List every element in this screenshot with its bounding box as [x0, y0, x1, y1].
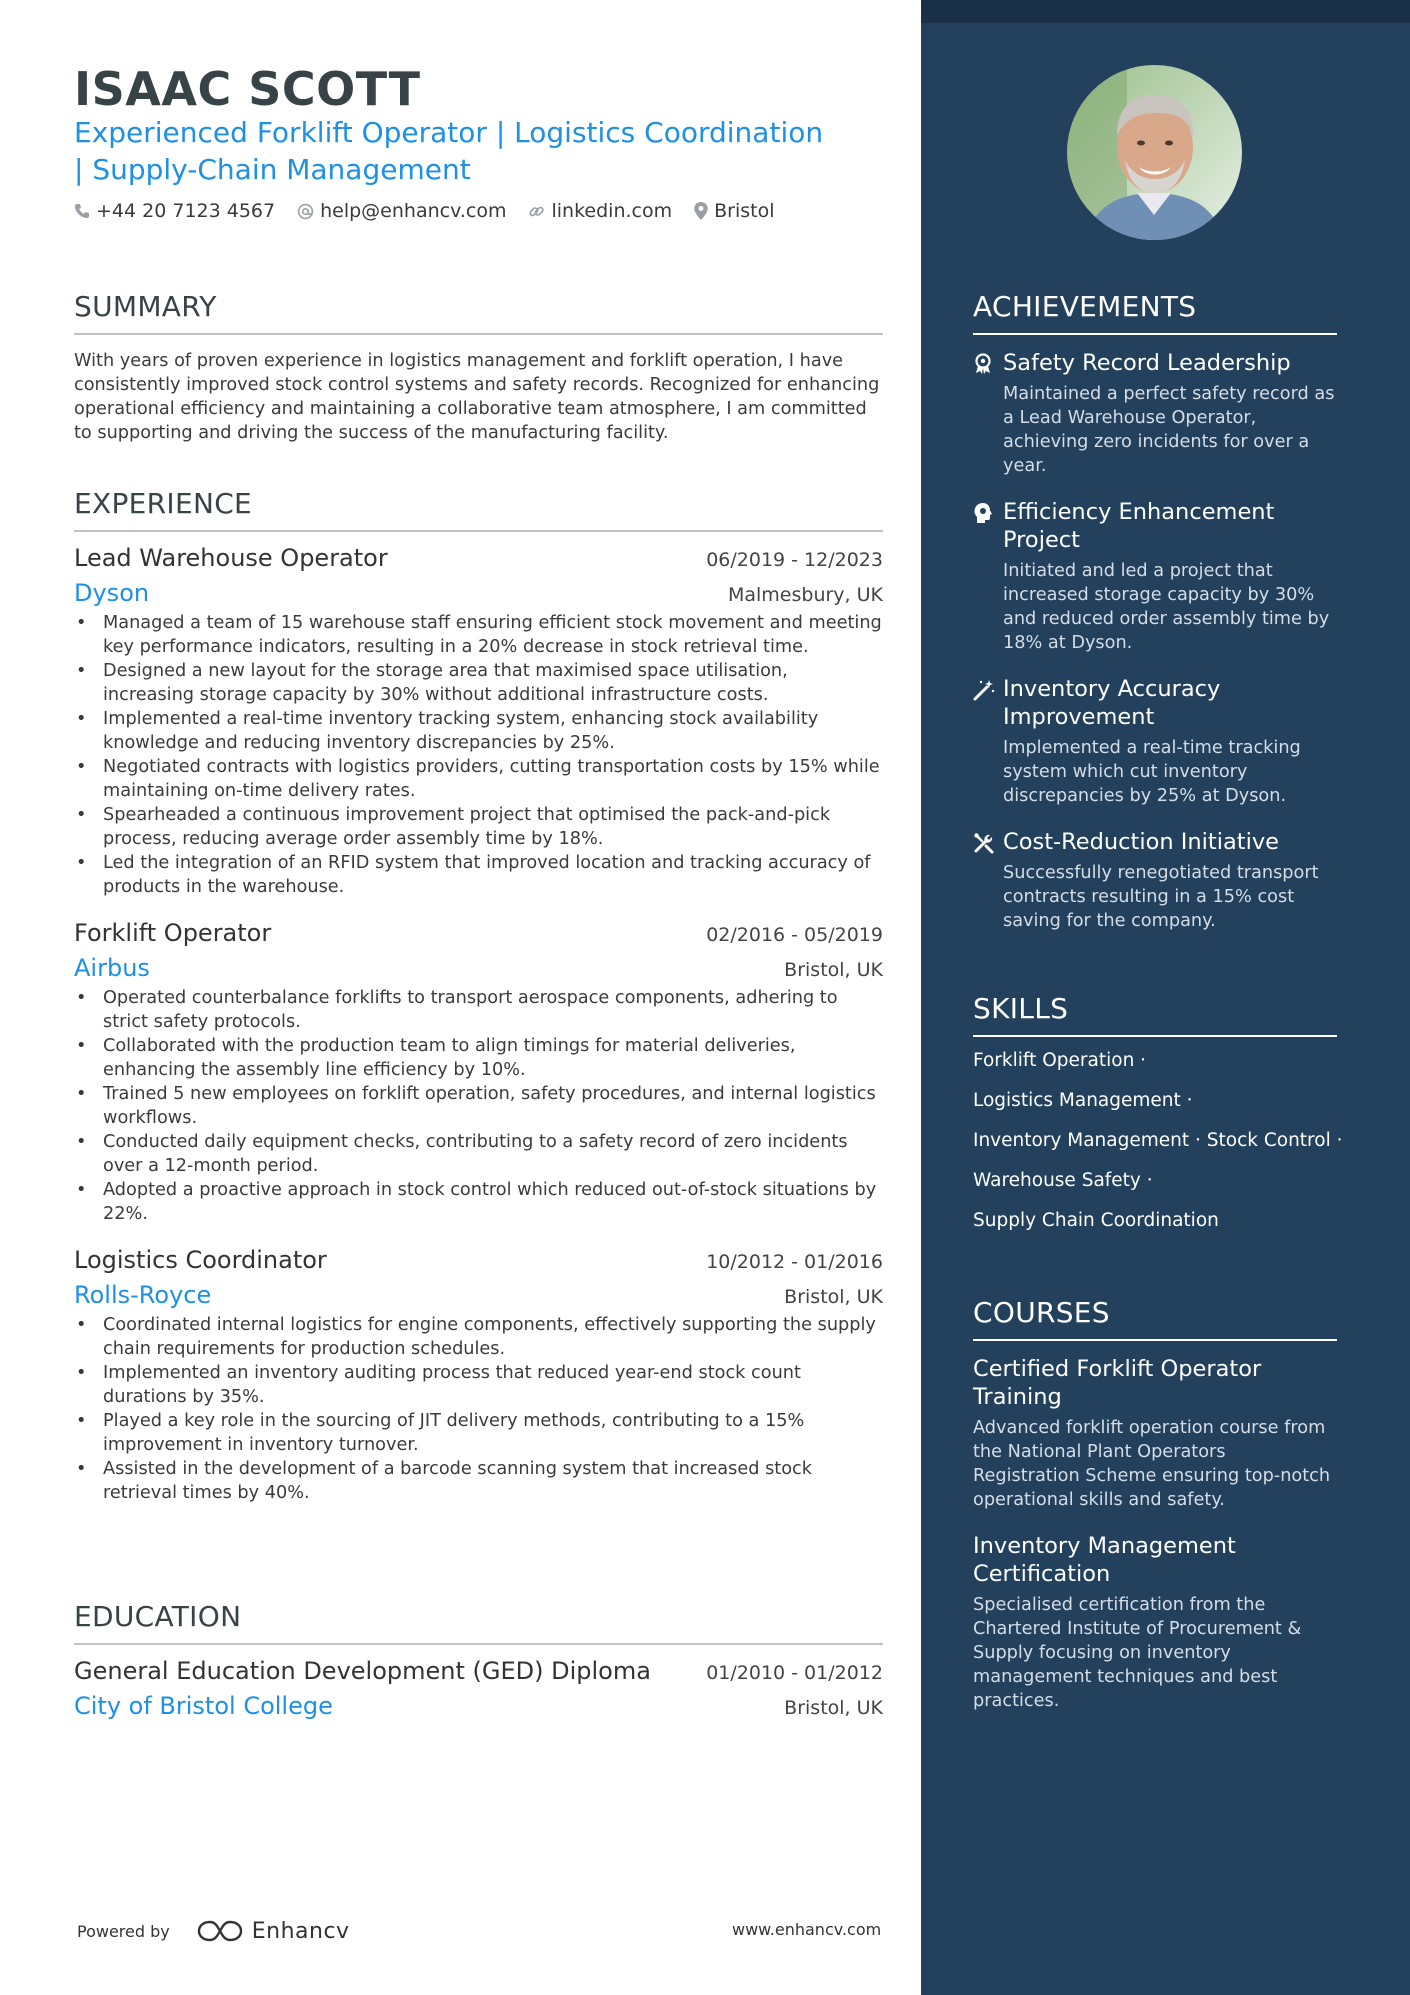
achievement-desc: Successfully renegotiated transport contracts resulting in a 15% cost saving for the company.: [1003, 863, 1319, 931]
enhancv-brand-text: Enhancv: [251, 1918, 350, 1944]
job-title: Logistics Coordinator: [74, 1246, 327, 1274]
courses-section: [973, 1296, 1337, 1713]
education-location: Bristol, UK: [784, 1697, 883, 1719]
enhancv-logo-icon: [196, 1918, 244, 1944]
contact-phone[interactable]: [74, 200, 275, 222]
email-text: help@enhancv.com: [320, 200, 507, 222]
summary-title: SUMMARY: [74, 290, 883, 335]
skill-item: Warehouse Safety ·: [973, 1170, 1153, 1191]
summary-section: [74, 290, 883, 445]
skill-item: Inventory Management · Stock Control ·: [973, 1130, 1343, 1151]
job-dates: 06/2019 - 12/2023: [706, 549, 883, 571]
achievement-title: Cost-Reduction Initiative: [1003, 829, 1280, 855]
bullet-item: • Spearheaded a continuous improvement project that optimised the pack-and-pick process, reducing average order assembly time by 18%.: [74, 803, 883, 851]
headline-line-2: | Supply-Chain Management: [74, 153, 471, 186]
education-entry: [74, 1657, 883, 1720]
course-item: [973, 1532, 1337, 1713]
bullet-item: • Trained 5 new employees on forklift operation, safety procedures, and internal logistics workflows.: [74, 1082, 883, 1130]
job-entry: [74, 919, 883, 1226]
achievement-item: [973, 349, 1337, 478]
achievement-desc: Initiated and led a project that increased storage capacity by 30% and reduced order assembly time by 18% at Dyson.: [1003, 561, 1330, 653]
linkedin-text: linkedin.com: [551, 200, 673, 222]
head-bulb-icon: [973, 502, 993, 524]
experience-title: EXPERIENCE: [74, 487, 883, 532]
skills-list: [973, 1041, 1343, 1241]
company-name: Rolls-Royce: [74, 1281, 212, 1309]
bullet-item: • Implemented a real-time inventory tracking system, enhancing stock availability knowledge and reducing inventory discrepancies by 25%.: [74, 707, 883, 755]
candidate-name: ISAAC SCOTT: [74, 62, 421, 116]
education-dates: 01/2010 - 01/2012: [706, 1662, 883, 1684]
contact-email[interactable]: [297, 200, 506, 222]
summary-text: With years of proven experience in logistics management and forklift operation, I have consistently improved stock control systems and safety records. Recognized for enhancing operational efficiency and maintaining a collaborative team atmosphere, I am committed to supporting and driving the success of the manufacturing facility.: [74, 351, 880, 443]
course-desc: Advanced forklift operation course from the National Plant Operators Registration Scheme ensuring top-notch operational skills and safety.: [973, 1418, 1331, 1510]
education-title: EDUCATION: [74, 1600, 883, 1645]
course-desc: Specialised certification from the Chartered Institute of Procurement & Supply focusing on inventory management techniques and best practices.: [973, 1595, 1302, 1711]
job-bullets: [74, 611, 883, 899]
achievement-title: Safety Record Leadership: [1003, 350, 1291, 376]
job-entry: [74, 1246, 883, 1505]
job-title: Lead Warehouse Operator: [74, 544, 388, 572]
bullet-item: • Collaborated with the production team to align timings for material deliveries, enhancing the assembly line efficiency by 10%.: [74, 1034, 883, 1082]
experience-section: [74, 487, 883, 1505]
course-title: Inventory Management Certification: [973, 1533, 1236, 1587]
school-name: City of Bristol College: [74, 1692, 333, 1720]
sidebar: [921, 0, 1410, 1995]
degree-title: General Education Development (GED) Diploma: [74, 1657, 651, 1685]
achievement-desc: Maintained a perfect safety record as a Lead Warehouse Operator, achieving zero incidents for over a year.: [1003, 384, 1335, 476]
bullet-item: • Operated counterbalance forklifts to transport aerospace components, adhering to strict safety protocols.: [74, 986, 883, 1034]
phone-icon: [74, 203, 90, 219]
footer-branding: [77, 1918, 350, 1944]
bullet-item: • Managed a team of 15 warehouse staff ensuring efficient stock movement and meeting key performance indicators, resulting in a 20% decrease in stock retrieval time.: [74, 611, 883, 659]
job-location: Bristol, UK: [784, 1286, 883, 1308]
company-name: Dyson: [74, 579, 150, 607]
job-dates: 02/2016 - 05/2019: [706, 924, 883, 946]
achievement-item: [973, 498, 1337, 655]
contact-bar: [74, 200, 797, 222]
avatar: [1067, 65, 1242, 240]
job-title: Forklift Operator: [74, 919, 272, 947]
skill-item: Supply Chain Coordination: [973, 1210, 1219, 1231]
courses-title: COURSES: [973, 1296, 1337, 1341]
bullet-item: • Coordinated internal logistics for engine components, effectively supporting the supply chain requirements for production schedules.: [74, 1313, 883, 1361]
job-location: Bristol, UK: [784, 959, 883, 981]
phone-text: +44 20 7123 4567: [96, 200, 276, 222]
bullet-item: • Designed a new layout for the storage area that maximised space utilisation, increasing storage capacity by 30% without additional infrastructure costs.: [74, 659, 883, 707]
achievements-section: [973, 290, 1337, 933]
job-bullets: [74, 986, 883, 1226]
bullet-item: • Implemented an inventory auditing process that reduced year-end stock count durations by 35%.: [74, 1361, 883, 1409]
achievement-title: Efficiency Enhancement Project: [1003, 499, 1275, 553]
job-entry: [74, 544, 883, 899]
bullet-item: • Led the integration of an RFID system that improved location and tracking accuracy of products in the warehouse.: [74, 851, 883, 899]
bullet-item: • Conducted daily equipment checks, contributing to a safety record of zero incidents over a 12-month period.: [74, 1130, 883, 1178]
location-pin-icon: [694, 202, 708, 220]
headline: [74, 114, 864, 188]
at-icon: [297, 203, 314, 220]
education-section: [74, 1600, 883, 1720]
location-text: Bristol: [714, 200, 775, 222]
achievements-title: ACHIEVEMENTS: [973, 290, 1337, 335]
achievement-desc: Implemented a real-time tracking system which cut inventory discrepancies by 25% at Dyson.: [1003, 738, 1301, 806]
footer-url[interactable]: www.enhancv.com: [732, 1920, 882, 1939]
magic-wand-icon: [973, 679, 995, 701]
powered-by-text: Powered by: [77, 1921, 170, 1941]
achievement-item: [973, 828, 1337, 933]
skills-title: SKILLS: [973, 992, 1337, 1037]
job-location: Malmesbury, UK: [727, 584, 883, 606]
job-bullets: [74, 1313, 883, 1505]
course-title: Certified Forklift Operator Training: [973, 1356, 1262, 1410]
achievement-item: [973, 675, 1337, 808]
award-icon: [973, 353, 993, 375]
headline-line-1: Experienced Forklift Operator | Logistics Coordination: [74, 116, 824, 149]
bullet-item: • Played a key role in the sourcing of JIT delivery methods, contributing to a 15% improvement in inventory turnover.: [74, 1409, 883, 1457]
skill-item: Forklift Operation ·: [973, 1050, 1147, 1071]
bullet-item: • Adopted a proactive approach in stock control which reduced out-of-stock situations by 22%.: [74, 1178, 883, 1226]
skills-section: [973, 992, 1343, 1241]
company-name: Airbus: [74, 954, 150, 982]
contact-location: [694, 200, 774, 222]
tools-icon: [973, 832, 995, 854]
skill-item: Logistics Management ·: [973, 1090, 1193, 1111]
course-item: [973, 1355, 1337, 1512]
bullet-item: • Assisted in the development of a barcode scanning system that increased stock retrieval times by 40%.: [74, 1457, 883, 1505]
sidebar-top-band: [921, 0, 1410, 23]
profile-photo: [1067, 65, 1242, 240]
link-icon: [528, 203, 545, 220]
job-dates: 10/2012 - 01/2016: [706, 1251, 883, 1273]
contact-linkedin[interactable]: [528, 200, 672, 222]
achievement-title: Inventory Accuracy Improvement: [1003, 676, 1221, 730]
bullet-item: • Negotiated contracts with logistics providers, cutting transportation costs by 15% while maintaining on-time delivery rates.: [74, 755, 883, 803]
